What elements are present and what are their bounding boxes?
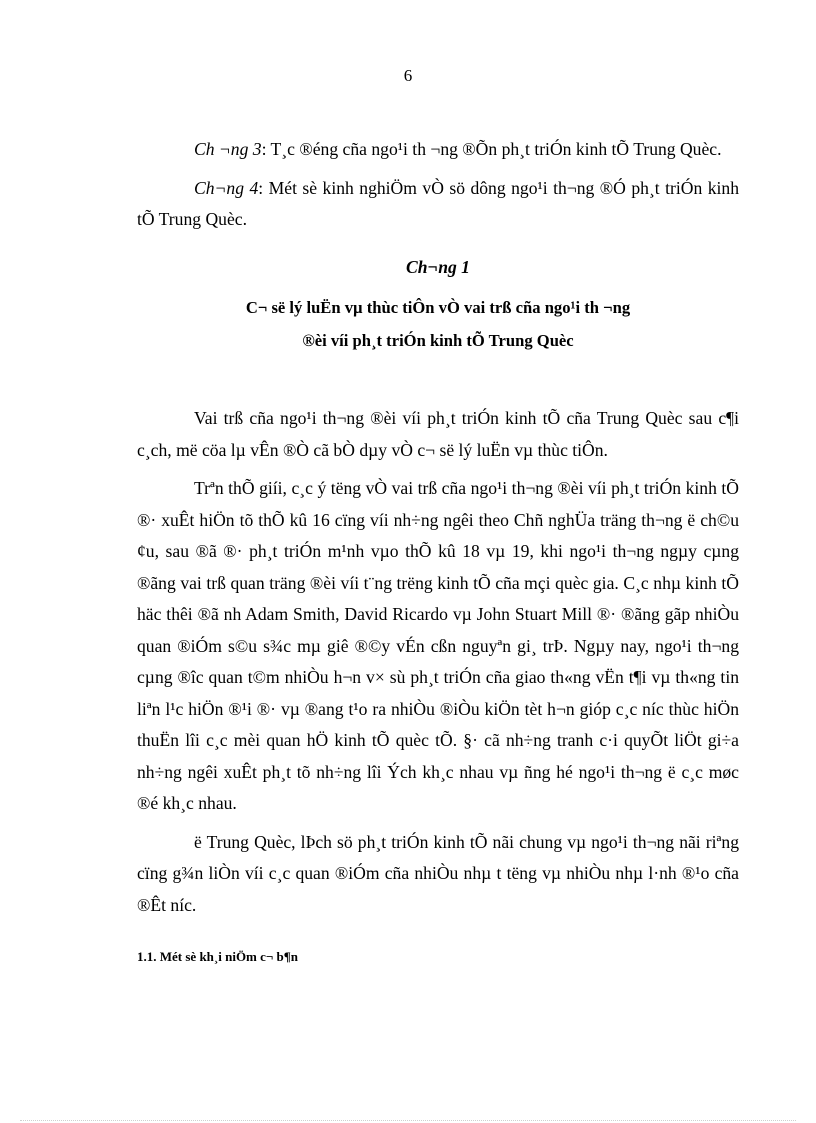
chapter-title-line-2: ®èi víi ph¸t triÓn kinh tÕ Trung Quèc [302,331,574,350]
chapter-title-line-1: C¬ së lý luËn vµ thùc tiÔn vÒ vai trß cña ngo¹i th ¬ng [245,298,631,317]
toc-chapter-3-label: Ch ¬ng 3 [194,139,262,159]
paragraph-china: ë Trung Quèc, lÞch sö ph¸t triÓn kinh tÕ nãi chung vµ ngo¹i th¬ng nãi riªng cïng g¾n liÒn víi c¸c quan ®iÓm cña nhiÒu nhµ t tëng vµ nhiÒu nhµ l·nh ®¹o cña ®Êt níc. [137,831,739,915]
toc-line-chapter-3 [137,134,739,166]
toc-chapter-4-label: Ch¬ng 4 [194,177,259,198]
section-heading: 1.1. Mét sè kh¸i niÖm c¬ b¶n [137,949,299,964]
chapter-label: Ch¬ng 1 [406,256,470,277]
toc-chapter-4-text: : Mét sè kinh nghiÖm vÒ sö dông ngo¹i th¬ng ®Ó ph¸t triÓn kinh tÕ Trung Quèc. [137,177,739,229]
document-body [137,134,739,967]
page-bottom-divider [20,1120,796,1121]
toc-line-chapter-4 [137,173,739,236]
paragraph-world-views: Trªn thÕ giíi, c¸c ý tëng vÒ vai trß cña ngo¹i th¬ng ®èi víi ph¸t triÓn kinh tÕ ®· xuÊt hiÖn tõ thÕ kû 16 cïng víi nh÷ng ngêi theo Chñ nghÜa träng th¬ng ë ch©u ¢u, sau ®ã ®· ph¸t triÓn m¹nh vµo thÕ kû 18 vµ 19, khi ngo¹i th¬ng ngµy cµng ®ãng vai trß quan träng ®èi víi t¨ng trëng kinh tÕ cña mçi quèc gia. C¸c nhµ kinh tÕ häc thêi ®ã nh Adam Smith, David Ricardo vµ John Stuart Mill ®· ®ãng gãp nhiÒu quan ®iÓm s©u s¾c mµ giê ®©y vÉn cßn nguyªn gi¸ trÞ. Ngµy nay, ngo¹i th¬ng cµng ®îc quan t©m nhiÒu h¬n v× sù ph¸t triÓn cña giao th«ng vËn t¶i vµ th«ng tin liªn l¹c hiÖn ®¹i ®· vµ ®ang t¹o ra nhiÒu ®iÒu kiÖn tèt h¬n gióp c¸c níc thùc hiÖn thuËn lîi c¸c mèi quan hÖ kinh tÕ quèc tÕ. §· cã nh÷ng tranh c·i quyÕt liÖt gi÷a nh÷ng ngêi xuÊt ph¸t tõ nh÷ng lîi Ých kh¸c nhau vµ ñng hé ngo¹i th¬ng ë c¸c møc ®é kh¸c nhau. [137,478,739,813]
paragraph-intro: Vai trß cña ngo¹i th¬ng ®èi víi ph¸t triÓn kinh tÕ cña Trung Quèc sau c¶i c¸ch, më cöa lµ vÊn ®Ò cã bÒ dµy vÒ c¬ së lý luËn vµ thùc tiÔn. [137,408,739,460]
toc-chapter-3-text: : T¸c ®éng cña ngo¹i th ¬ng ®Õn ph¸t triÓn kinh tÕ Trung Quèc. [261,139,722,159]
page-number: 6 [403,66,413,85]
spacer [137,357,739,403]
